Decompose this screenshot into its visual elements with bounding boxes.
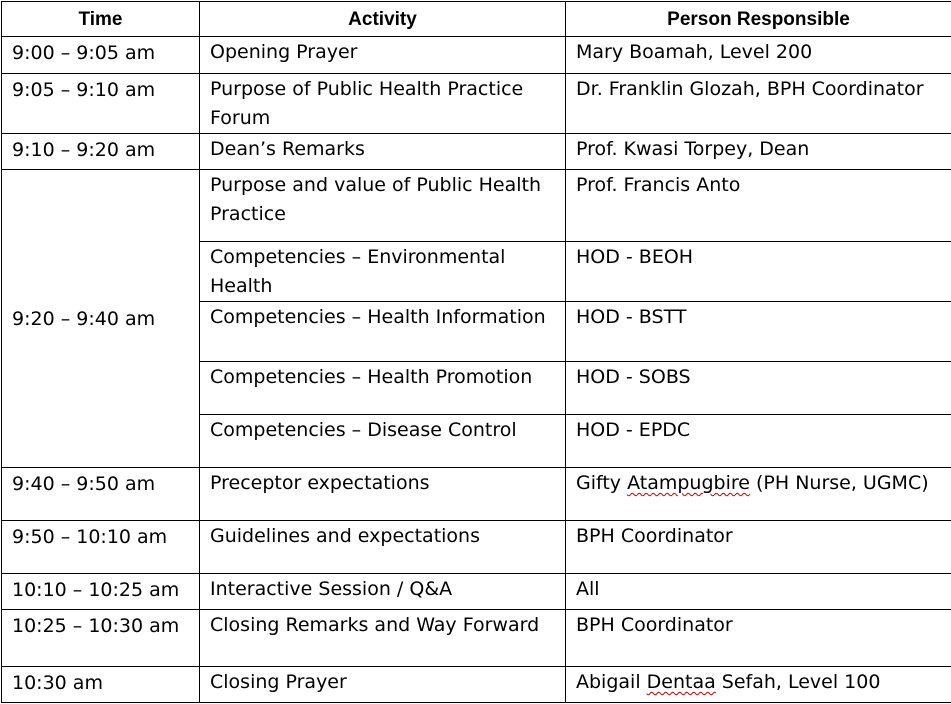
header-row [2, 2, 951, 37]
table-row [2, 74, 951, 134]
time-cell: 9:00 – 9:05 am [2, 37, 200, 74]
time-cell: 9:20 – 9:40 am [2, 170, 200, 468]
time-cell: 9:10 – 9:20 am [2, 134, 200, 170]
table-row [2, 170, 951, 242]
activity-cell: Dean’s Remarks [200, 134, 566, 170]
table-row [2, 521, 951, 574]
person-cell: All [566, 574, 951, 610]
table-row [2, 37, 951, 74]
activity-cell: Closing Remarks and Way Forward [200, 610, 566, 667]
activity-cell: Competencies – Environmental Health [200, 242, 566, 302]
activity-cell: Opening Prayer [200, 37, 566, 74]
spellcheck-flagged-word: Dentaa [646, 671, 716, 693]
person-name-part: Gifty [576, 472, 628, 494]
person-cell: HOD - EPDC [566, 415, 951, 468]
activity-cell: Guidelines and expectations [200, 521, 566, 574]
header-time: Time [2, 2, 200, 37]
person-name-part: Sefah, Level 100 [715, 671, 881, 693]
activity-cell: Competencies – Disease Control [200, 415, 566, 468]
person-cell: HOD - BEOH [566, 242, 951, 302]
time-cell: 9:05 – 9:10 am [2, 74, 200, 134]
header-person: Person Responsible [566, 2, 951, 37]
person-cell: BPH Coordinator [566, 521, 951, 574]
activity-cell: Competencies – Health Promotion [200, 362, 566, 415]
header-activity: Activity [200, 2, 566, 37]
time-cell: 9:50 – 10:10 am [2, 521, 200, 574]
time-cell: 10:25 – 10:30 am [2, 610, 200, 667]
time-cell: 10:30 am [2, 667, 200, 703]
time-cell: 9:40 – 9:50 am [2, 468, 200, 521]
person-cell: HOD - SOBS [566, 362, 951, 415]
person-name-part: Abigail [576, 671, 647, 693]
activity-cell: Closing Prayer [200, 667, 566, 703]
activity-cell: Competencies – Health Information [200, 302, 566, 362]
person-name-part: (PH Nurse, UGMC) [749, 472, 929, 494]
person-cell: Mary Boamah, Level 200 [566, 37, 951, 74]
spellcheck-flagged-word: Atampugbire [627, 472, 750, 494]
person-cell [566, 468, 951, 521]
person-cell: HOD - BSTT [566, 302, 951, 362]
schedule-table [1, 1, 951, 703]
table-row [2, 574, 951, 610]
activity-cell: Purpose and value of Public Health Practice [200, 170, 566, 242]
time-cell: 10:10 – 10:25 am [2, 574, 200, 610]
table-row [2, 134, 951, 170]
table-row [2, 667, 951, 703]
person-cell [566, 667, 951, 703]
person-cell: Prof. Francis Anto [566, 170, 951, 242]
activity-cell: Interactive Session / Q&A [200, 574, 566, 610]
person-cell: BPH Coordinator [566, 610, 951, 667]
table-row [2, 610, 951, 667]
person-cell: Prof. Kwasi Torpey, Dean [566, 134, 951, 170]
activity-cell: Preceptor expectations [200, 468, 566, 521]
table-row [2, 468, 951, 521]
person-cell: Dr. Franklin Glozah, BPH Coordinator [566, 74, 951, 134]
activity-cell: Purpose of Public Health Practice Forum [200, 74, 566, 134]
